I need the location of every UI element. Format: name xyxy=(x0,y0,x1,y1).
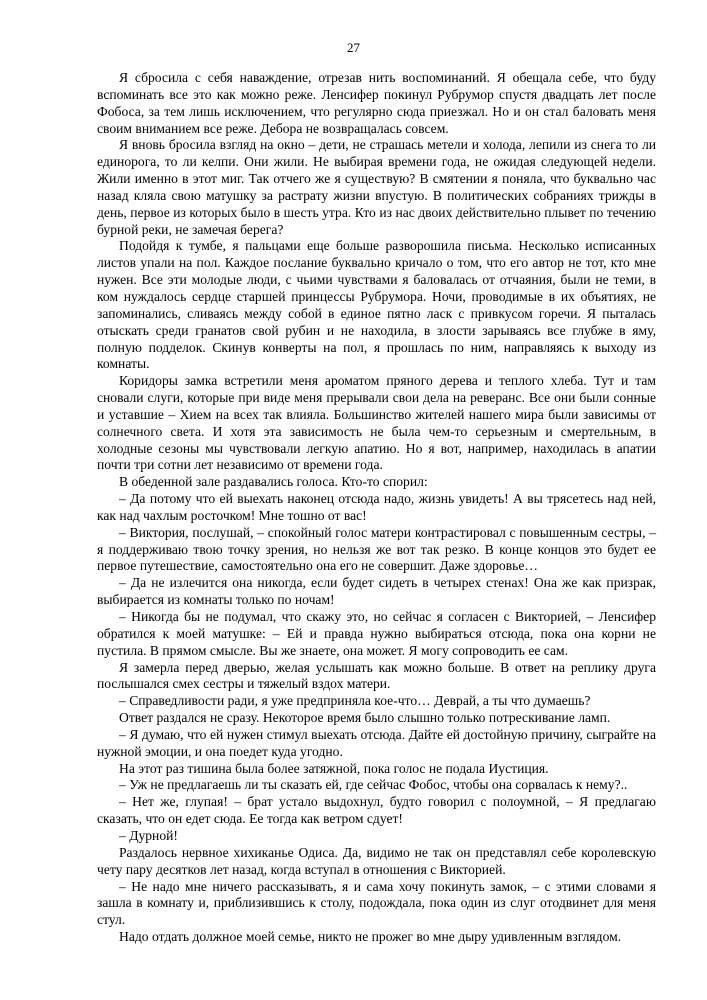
page-number: 27 xyxy=(347,40,360,55)
paragraph: Я сбросила с себя наваждение, отрезав нить воспоминаний. Я обещала себе, что буду вспоминать все это как можно реже. Ленсифер покинул Рубрумор спустя двадцать лет после Фобоса, за тем лишь исключением, что регулярно сюда приезжал. Но и он стал баловать меня своим вниманием все реже. Дебора не возвращалась совсем. xyxy=(97,70,656,136)
paragraph: Надо отдать должное моей семье, никто не прожег во мне дыру удивленным взглядом. xyxy=(119,929,622,945)
paragraph: Подойдя к тумбе, я пальцами еще больше разворошила письма. Несколько исписанных листов упали на пол. Каждое послание буквально кричало о том, что его автор не тот, кто мне нужен. Все эти молодые люди, с чьими чувствами я баловалась от отчаяния, были не теми, в ком нуждалось сердце старшей принцессы Рубрумора. Ночи, проводимые в их объятиях, не запоминались, сливаясь между собой в единое пятно ласк с привкусом горечи. Я пыталась отыскать среди гранатов свой рубин и не находила, в злости зарываясь все глубже в яму, полную подделок. Скинув конверты на пол, я прошлась по ним, направляясь к выходу из комнаты. xyxy=(97,238,656,372)
paragraph: Я вновь бросила взгляд на окно – дети, не страшась метели и холода, лепили из снега то ли единорога, то ли келпи. Они жили. Не выбирая времени года, не ожидая следующей недели. Жили именно в этот миг. Так отчего же я существую? В смятении я поняла, что буквально час назад кляла свою матушку за растрату жизни впустую. В политических собраниях трижды в день, первое из которых было в шесть утра. Кто из нас двоих действительно плывет по течению бурной реки, не замечая берега? xyxy=(97,137,656,237)
paragraph: – Да не излечится она никогда, если будет сидеть в четырех стенах! Она же как призрак, выбирается из комнаты только по ночам! xyxy=(97,575,656,608)
paragraph: Я замерла перед дверью, желая услышать как можно больше. В ответ на реплику друга послышался смех сестры и тяжелый вздох матери. xyxy=(97,659,656,692)
paragraph: Коридоры замка встретили меня ароматом пряного дерева и теплого хлеба. Тут и там сновали слуги, которые при виде меня прерывали свои дела на реверанс. Все они были сонные и уставшие – Хием на всех так влияла. Большинство жителей нашего мира были зависимы от солнечного света. И хотя эта зависимость не была чем-то серьезным и смертельным, в холодные сезоны мы чувствовали легкую апатию. Но я вот, например, находилась в апатии почти три сотни лет независимо от времени года. xyxy=(97,373,656,473)
paragraph: – Не надо мне ничего рассказывать, я и сама хочу покинуть замок, – с этими словами я зашла в комнату и, приблизившись к столу, подождала, пока один из слуг отодвинет для меня стул. xyxy=(97,878,656,928)
paragraph: – Дурной! xyxy=(119,827,178,843)
paragraph: – Никогда бы не подумал, что скажу это, но сейчас я согласен с Викторией, – Ленсифер обратился к моей матушке: – Ей и правда нужно выбираться отсюда, пока она корни не пустила. В прямом смысле. Вы же знаете, она может. Я могу сопроводить ее сам. xyxy=(97,609,656,658)
paragraph: В обеденной зале раздавались голоса. Кто-то спорил: xyxy=(119,474,428,490)
paragraph: – Нет же, глупая! – брат устало выдохнул, будто говорил с полоумной, – Я предлагаю сказать, что он едет сюда. Ее тогда как ветром сдует! xyxy=(97,794,656,827)
paragraph: – Я думаю, что ей нужен стимул выехать отсюда. Дайте ей достойную причину, сыграйте на нужной эмоции, и она поедет куда угодно. xyxy=(97,726,656,759)
paragraph: – Виктория, послушай, – спокойный голос матери контрастировал с повышенным сестры, – я поддерживаю твою точку зрения, но нельзя же вот так резко. В конце концов это будет ее первое путешествие, самостоятельно она его не совершит. Даже здоровье… xyxy=(97,524,656,574)
paragraph: Раздалось нервное хихиканье Одиса. Да, видимо не так он представлял себе королевскую чету пару десятков лет назад, когда вступал в отношения с Викторией. xyxy=(97,844,656,877)
paragraph: На этот раз тишина была более затяжной, пока голос не подала Иустиция. xyxy=(119,760,549,776)
paragraph: Ответ раздался не сразу. Некоторое время было слышно только потрескивание ламп. xyxy=(119,710,611,726)
paragraph: – Да потому что ей выехать наконец отсюда надо, жизнь увидеть! А вы трясетесь над ней, как над чахлым росточком! Мне тошно от вас! xyxy=(97,491,656,523)
paragraph: – Справедливости ради, я уже предприняла кое-что… Деврай, а ты что думаешь? xyxy=(119,693,591,709)
body-text xyxy=(97,70,656,946)
paragraph: – Уж не предлагаешь ли ты сказать ей, где сейчас Фобос, чтобы она сорвалась к нему?.. xyxy=(119,777,628,793)
